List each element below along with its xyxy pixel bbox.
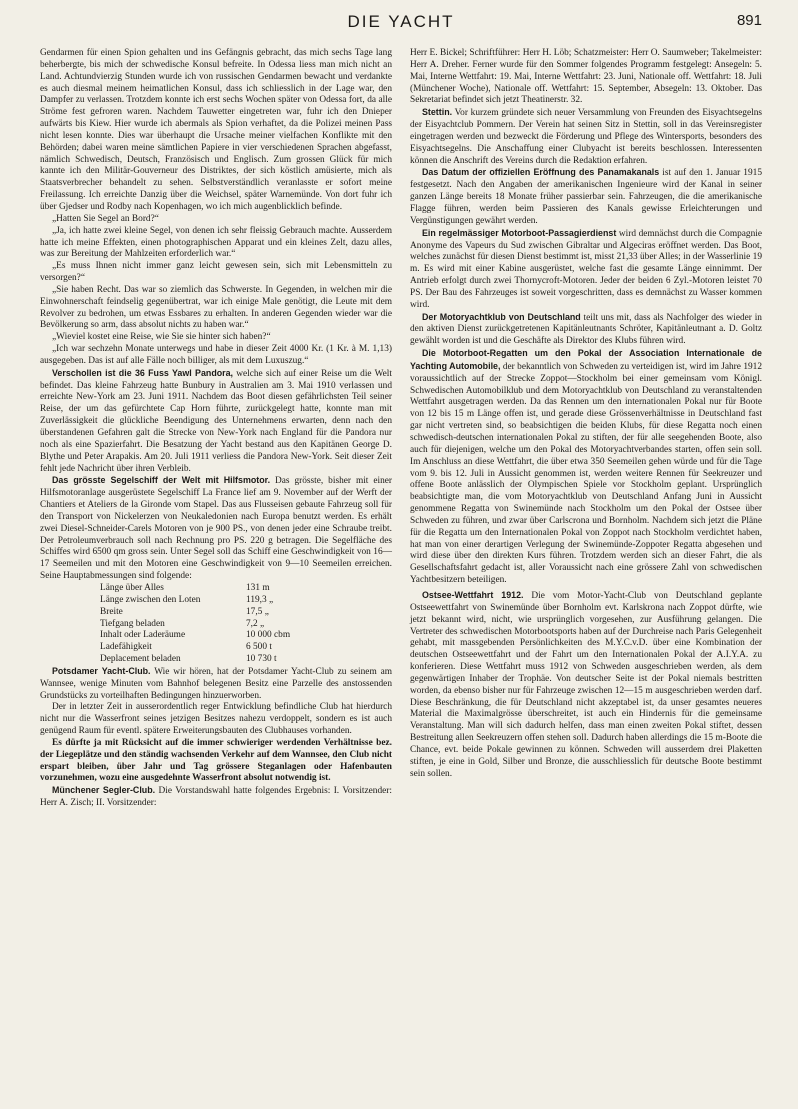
myc-heading: Der Motoryachtklub von Deutschland [422,311,581,322]
hilfsmotor-heading: Das grösste Segelschiff der Welt mit Hilfsmotor. [52,475,271,486]
pandora-heading: Verschollen ist die 36 Fuss Yawl Pandora, [52,367,234,378]
ostsee-text: Die vom Motor-Yacht-Club von Deutschland geplante Ostseewettfahrt von Swinemünde über Bornholm evt. Karlskrona nach Zoppot dürfte, wie jetzt bekannt wird, nicht, wie ursprünglich vorgesehen, zur Ausführung gelangen. Die Vertreter des schwedischen Motorbootsports haben auf der Durchreise nach Paris Gelegenheit gehabt, mit massgebenden Persönlichkeiten des M.Y.C.v.D. über eine Kombination der deutschen Ostseewettfahrt und der Fahrt um den Internationalen Pokal der A.I.Y.A. zu konferieren. Diese Wettfahrt muss 1912 von Schweden ausgeschrieben werden, als dem gegenwärtigen Inhaber der Trophäe. Von deutscher Seite ist der Pokal niemals bestritten worden, da ebenso bisher nur für Fahrzeuge zwischen 12—15 m ausgeschrieben werden darf. Diese Beschränkung, die für Deutschland nicht akzeptabel ist, da unser gesamtes neueres Material die Maximalgrösse überschreitet, ist auch ein Hindernis für die gemeinsame Veranstaltung. Man will sich dadurch helfen, dass man einen zweiten Pokal stiftet, dessen Bestreitung allen Seekreuzern offen stehen soll. Dadurch haben allerdings die 15 m-Boote die Chance, evt. beide Pokale gewinnen zu können. Schweden will ausserdem drei Plaketten stiften, je eine in Gold, Silber und Bronze, die ausschliesslich für deutsche Boote bestimmt sein sollen. [410,590,762,779]
motorboot-text: wird demnächst durch die Compagnie Anonyme des Vapeurs du Sud zwischen Gibraltar und Algeciras eröffnet werden. Das Boot, welches zunächst für diesen Dienst bestimmt ist, misst 21,33 über Alles; in der Wasserlinie 19 m. Es wird mit einer Kabine ausgerüstet, welche fast die gesamte Länge einnimmt. Der Antrieb erfolgt durch zwei Thornycroft-Motoren. Jeder der beiden 6 Zyl.-Motoren leistet 70 PS. Der Bau des Fahrzeuges ist soweit vorgeschritten, dass es demnächst zu Wasser kommen wird. [410,228,762,310]
dimension-row [100,583,330,595]
stettin-heading: Stettin. [422,107,453,118]
interview-question: „Wieviel kostet eine Reise, wie Sie sie hinter sich haben?“ [52,332,271,343]
potsdamer-paragraph: Der in letzter Zeit in ausserordentlich reger Entwicklung befindliche Club hat hierdurch nicht nur die Wasserfront seines jetzigen Besitzes nahezu verdoppelt, sondern es ist auch genügend Raum für eventl. spätere Erweiterungsbauten des Clubhauses vorhanden. [40,702,392,737]
panama-section [410,167,762,227]
page-header [40,0,762,40]
potsdamer-paragraph: Es dürfte ja mit Rücksicht auf die immer schwieriger werdenden Verhältnisse bez. der Liegeplätze und den ständig wachsenden Verkehr auf dem Wannsee, den Club nicht erspart bleiben, über Jahr und Tag grössere Steganlagen oder Hafenbauten vorzunehmen, wozu eine ausgedehnte Wasserfront absolut notwendig ist. [40,737,392,784]
left-column [40,48,392,810]
dimension-row [100,595,330,607]
potsdamer-heading: Potsdamer Yacht-Club. [52,665,151,676]
panama-heading: Das Datum der offiziellen Eröffnung des Panamakanals [422,167,660,178]
dimension-row [100,642,330,654]
dimension-label: Länge zwischen den Loten [100,594,201,605]
dimension-row [100,619,330,631]
dimension-value: 131 m [246,582,270,593]
ostsee-heading: Ostsee-Wettfahrt 1912. [422,589,524,600]
dimension-value: 6 500 t [246,642,272,653]
dimension-row [100,654,330,666]
motorboot-section [410,228,762,312]
page-number: 891 [736,12,762,29]
hilfsmotor-text: Das grösste, bisher mit einer Hilfsmotoranlage ausgerüstete Segelschiff La France lief am 9. November auf der Werft der Chantiers et Ateliers de la Gironde vom Stapel. Das aus Flusseisen gebaute Fahrzeug soll für den Transport von Nickelerzen von Neukaledonien nach Europa benutzt werden. Es erhält zwei Diesel-Schneider-Carels Motoren von je 900 PS., von denen jeder eine Schraube treibt. Der Petroleumverbrauch soll nach Rechnung pro PS. 220 g betragen. Die Segelfläche des Schiffes wird 6500 qm gross sein. Unter Segel soll das Schiff eine Geschwindigkeit von 16—17 Seemeilen und mit den Motoren eine Geschwindigkeit von 9—10 Seemeilen erreichen. Seine Hauptabmessungen sind folgende: [40,476,393,582]
interview-answer: „Ich war sechzehn Monate unterwegs und habe in dieser Zeit 4000 Kr. (1 Kr. à M. 1,13) ausgegeben. Das ist auf alle Fälle noch billiger, als mit dem Luxuszug.“ [40,344,392,366]
pandora-section [40,368,392,476]
muenchener-continuation: Herr E. Bickel; Schriftführer: Herr H. Löb; Schatzmeister: Herr O. Saumweber; Takelmeister: Herr A. Dreher. Ferner wurde für den Sommer folgendes Programm festgelegt: Ansegeln: 5. Mai, Interne Wettfahrt: 19. Mai, Interne Wettfahrt: 23. Juni, Nationale off. Wettfahrt: 18. Juli (Münchener Woche), Nationale off. Wettfahrt: 15. September, Absegeln: 13. Oktober. Das Sekretariat befindet sich jetzt Theatinerstr. 32. [410,48,762,106]
pandora-text: welche sich auf einer Reise um die Welt befindet. Das kleine Fahrzeug hatte Bunbury in Australien am 3. Mai 1910 verlassen und erreichte New-York am 23. Juni 1911. Nachdem das Boot diesen gefährlichsten Teil seiner Reise, der um das gefürchtete Cap Horn führte, zurückgelegt hatte, konnte man mit Zuverlässigkeit die glückliche Beendigung des Unternehmens erwarten, denn nach den überstandenen Gefahren galt die Strecke von New-York nach England für die Pandora nur noch als eine Spazierfahrt. Die Besatzung der Yacht bestand aus den Kapitänen George D. Blythe und Peter Arapakis. Am 20. Juli 1911 verliess die Pandora New-York. Seit dieser Zeit fehlt jede Nachricht über ihren Verbleib. [40,368,392,474]
interview-question: „Hatten Sie Segel an Bord?“ [52,213,159,224]
hilfsmotor-section [40,475,392,583]
potsdamer-text: Wie wir hören, hat der Potsdamer Yacht-Club zu seinem am Wannsee, wenige Minuten vom Bahnhof belegenen Besitz eine Parzelle des anstossenden Grundstücks zu vorteilhaften Bedingungen hinzuerworben. [40,666,392,701]
dimension-value: 7,2 „ [246,618,265,629]
interview-question: „Es muss Ihnen nicht immer ganz leicht gewesen sein, sich mit Lebensmitteln zu versorgen?“ [40,261,392,284]
interview-answer: „Sie haben Recht. Das war so ziemlich das Schwerste. In Gegenden, in welchen mir die Einwohnerschaft feindselig gegenübertrat, war ich einige Male genötigt, die Leute mit dem Revolver zu bedrohen, um etwas Essbares zu erhalten. In anderen Gegenden wieder war die Bevölkerung so arm, dass absolut nichts zu haben war.“ [40,284,392,331]
myc-text: teilt uns mit, dass als Nachfolger des wieder in den aktiven Dienst zurückgetretenen Kapitänleutnants Schröter, Kapitänleutnant a. D. Goltz gewählt worden ist und die Geschäfte als Direktor des Klubs führen wird. [410,312,762,347]
dimensions-table [100,583,330,666]
dimension-label: Länge über Alles [100,582,164,593]
stettin-section [410,107,762,167]
article-columns [40,48,762,810]
dimension-label: Deplacement beladen [100,654,181,665]
dimension-row [100,607,330,619]
dimension-value: 10 000 cbm [246,630,291,641]
ostsee-section [410,590,762,781]
myc-section [410,312,762,349]
right-column [410,48,762,810]
regatten-heading: Die Motorboot-Regatten um den Pokal der Association Internationale de Yachting Automobile, [410,348,762,371]
motorboot-heading: Ein regelmässiger Motorboot-Passagierdienst [422,227,617,238]
dimension-value: 10 730 t [246,654,277,665]
dimension-row [100,630,330,642]
dimension-value: 17,5 „ [246,606,269,617]
journal-title: DIE YACHT [347,12,455,31]
dimension-label: Breite [100,606,123,617]
regatten-section [410,348,762,587]
dimension-label: Ladefähigkeit [100,642,152,653]
interview-answer: „Ja, ich hatte zwei kleine Segel, von denen ich sehr fleissig Gebrauch machte. Ausserdem hatte ich meine Effekten, einen photographischen Apparat und ein kleines Zelt, dazu alles, was zur Bereitung der Mahlzeiten erforderlich war.“ [40,225,392,260]
interview-paragraph: Gendarmen für einen Spion gehalten und ins Gefängnis gebracht, das mich sechs Tage lang beherbergte, bis mich der schwedische Konsul befreite. In Odessa liess man mich nicht an Land. Achtundvierzig Stunden wurde ich von russischen Gendarmen bewacht und verdankte es auch diesmal meinem heimatlichen Konsul, dass ich schliesslich in der Lage war, den Dampfer zu verlassen. Trotzdem konnte ich erst sechs Wochen später von Odessa fort, da alle Ströme fest gefroren waren. Nachdem Tauwetter eingetreten war, fuhr ich den Dnieper aufwärts bis Kiew. Hier wurde ich abermals als Spion verhaftet, da die Polizei meinen Pass nicht lesen konnte. Dies war überhaupt die Ursache meiner vielfachen Konflikte mit den Behörden; dabei waren meine sämtlichen Papiere in vier verschiedenen Sprachen abgefasst, nämlich Schwedisch, Deutsch, Französisch und Englisch. Zum grossen Glück für mich kannte ich den Militär-Gouverneur des Distriktes, der sich köstlich amüsierte, mich als Staatsverbrecher behandelt zu sehen. Selbstverständlich veranlasste er sofort meine Freilassung. Ich erreichte Danzig über die Weichsel, später Warnemünde. Von dort fuhr ich über Gjedser und Rodby nach Kopenhagen, wo ich mich augenblicklich befinde. [40,48,392,212]
potsdamer-section [40,666,392,703]
regatten-text: der bekanntlich von Schweden zu verteidigen ist, wird im Jahre 1912 voraussichtlich auf der Strecke Zoppot—Stockholm bei einer gemeinsam vom Königl. Schwedischen Automobilklub und dem Motoryachtklub von Deutschland zu veranstaltenden Wettfahrt ausgetragen werden. Da das Rennen um den internationalen Pokal nur für Boote von 12 bis 15 m Länge offen ist, und gerade diese Grössenverhältnisse in Deutschland fast gar nicht vertreten sind, so beabsichtigen die beiden Klubs, für diese Regatta noch einen schwedisch-deutschen internationalen Pokal zu stiften, der für alle seegehenden Boote, also auch für diejenigen, welche um den Pokal des Motoryachtverbandes starten, offen sein soll. Im Anschluss an diese Wettfahrt, die über etwa 350 Seemeilen gehen würde und für die Tage vom 9. bis 12. Juli in Aussicht genommen ist, werden weitere Rennen für Seekreuzer und offene Boote anlässlich der Olympischen Spiele vor Stockholm geplant. Ursprünglich beabsichtigte man, die vom Motoryachtklub von Deutschland Anfang Juni in Aussicht genommene Regatta von Swinemünde nach Stockholm um den Pokal der Ostsee über Schweden zu führen, und zwar über Carlscrona und Bornholm. Nachdem sich jetzt die Pläne für die Regatta um den Internationalen Pokal von Zoppot nach Stockholm verdichtet haben, hat man von einer derartigen Verlegung der Swinemünde-Zoppoter Regatta abgesehen und wird diese über den direkten Kurs führen. Trotzdem werden sich an dieser Fahrt, die als Gesellschaftsfahrt gedacht ist, aller Voraussicht nach eine grössere Zahl von schwedischen Yachtbesitzern beteiligen. [410,361,762,586]
dimension-label: Tiefgang beladen [100,618,165,629]
muenchener-section [40,785,392,810]
panama-text: ist auf den 1. Januar 1915 festgesetzt. Nach den Angaben der amerikanischen Ingenieure wird der Kanal in seiner ganzen Länge bereits 18 Monate früher passierbar sein. Fahrzeugen, die die amerikanische Flagge führen, werden beim Passieren des Kanals gewisse Erleichterungen und Vergünstigungen gewährt werden. [410,168,762,226]
stettin-text: Vor kurzem gründete sich neuer Versammlung von Freunden des Eisyachtsegelns der Eisyachtclub Pommern. Der Verein hat seinen Sitz in Stettin, soll in das Vereinsregister eingetragen werden und bezweckt die Förderung und Pflege des Wintersports, besonders des Eisyachtsegelns. Die Anschaffung einer Clubyacht ist bereits beschlossen. Interessenten können die Anschrift des Vereins durch die Redaktion erfahren. [410,108,763,166]
muenchener-heading: Münchener Segler-Club. [52,785,156,796]
muenchener-text: Die Vorstandswahl hatte folgendes Ergebnis: I. Vorsitzender: Herr A. Zisch; II. Vorsitzender: [40,786,392,809]
dimension-label: Inhalt oder Laderäume [100,630,186,641]
dimension-value: 119,3 „ [246,594,274,605]
